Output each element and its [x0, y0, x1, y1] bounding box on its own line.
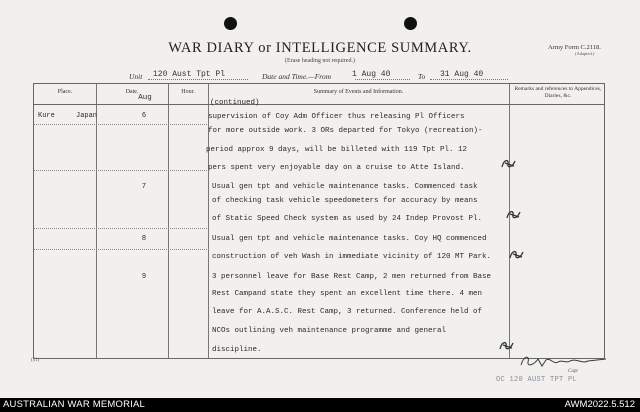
- place-country: Japan: [76, 112, 98, 120]
- column-divider: [168, 84, 169, 358]
- column-header-hour: Hour.: [181, 89, 195, 95]
- header-divider: [34, 104, 604, 105]
- summary-line: pers spent very enjoyable day on a cruise to Atte Island.: [208, 164, 465, 172]
- initials-mark: [508, 248, 526, 262]
- unit-stamp: OC 120 AUST TPT PL: [496, 376, 578, 384]
- summary-line: 3 personnel leave for Base Rest Camp, 2 men returned from Base: [212, 273, 492, 281]
- unit-value: 120 Aust Tpt Pl: [153, 70, 226, 79]
- signature: [518, 353, 610, 371]
- summary-line: supervision of Coy Adm Officer thus releasing Pl Officers: [208, 113, 465, 121]
- accession-number: AWM2022.5.512: [564, 399, 635, 410]
- summary-line: for more outside work. 3 ORs departed for Tokyo (recreation)-: [208, 127, 483, 135]
- summary-line: discipline.: [212, 346, 262, 354]
- date-entry: 8: [141, 235, 147, 243]
- page-subtitle: (Erase heading not required.): [285, 58, 355, 64]
- page-title: WAR DIARY or INTELLIGENCE SUMMARY.: [168, 40, 472, 56]
- summary-line: construction of veh Wash in immediate vicinity of 120 MT Park.: [212, 253, 492, 261]
- summary-line: leave for A.A.S.C. Rest Camp, 3 returned. Conference held of: [212, 308, 483, 316]
- place-city: Kure: [38, 112, 55, 120]
- initials-mark: [500, 157, 518, 171]
- column-header-place: Place.: [57, 89, 73, 95]
- from-dotted-line: [355, 79, 410, 80]
- signature-caption: Capt: [568, 369, 578, 374]
- initials-mark: [498, 339, 516, 353]
- column-header-summary: Summary of Events and Information.: [313, 89, 404, 95]
- summary-line: of Static Speed Check system as used by 24 Indep Provost Pl.: [212, 215, 483, 223]
- row-divider: [34, 228, 209, 229]
- summary-line: (continued): [210, 99, 260, 107]
- unit-label: Unit: [129, 72, 143, 81]
- column-header-remarks: Remarks and references to Appendices, Diaries, &c.: [514, 86, 602, 99]
- summary-line: period approx 9 days, will be billeted with 119 Tpt Pl. 12: [206, 146, 468, 154]
- date-entry: 7: [141, 183, 147, 191]
- unit-dotted-line: [148, 79, 248, 80]
- summary-line: NCOs outlining veh maintenance programme and general: [212, 327, 447, 335]
- summary-line: of checking task vehicle speedometers for accuracy by means: [212, 197, 478, 205]
- to-value: 31 Aug 40: [440, 70, 484, 79]
- to-label: To: [418, 72, 426, 81]
- column-divider: [96, 84, 97, 358]
- punch-hole-left: [224, 17, 237, 30]
- summary-line: Rest Campand state they spent an excellent time there. 4 men: [212, 290, 483, 298]
- column-divider: [208, 84, 209, 358]
- punch-hole-right: [404, 17, 417, 30]
- summary-line: Usual gen tpt and vehicle maintenance tasks. Coy HQ commenced: [212, 235, 487, 243]
- summary-line: Usual gen tpt and vehicle maintenance tasks. Commenced task: [212, 183, 478, 191]
- date-time-label: Date and Time.—From: [262, 72, 332, 81]
- form-note: (Adapted.): [575, 51, 595, 56]
- date-entry: 9: [141, 273, 147, 281]
- to-dotted-line: [430, 79, 508, 80]
- date-month: Aug: [138, 94, 152, 102]
- caption-bar: [0, 398, 640, 412]
- institution-name: AUSTRALIAN WAR MEMORIAL: [3, 399, 146, 410]
- column-header-date: Date.: [125, 89, 139, 95]
- row-divider: [34, 249, 209, 250]
- from-value: 1 Aug 40: [352, 70, 391, 79]
- row-divider: [34, 170, 209, 171]
- initials-mark: [505, 208, 523, 222]
- date-entry: 6: [141, 112, 147, 120]
- row-divider: [34, 124, 209, 125]
- form-mark: (51): [31, 358, 40, 363]
- form-number: Army Form C.2118.: [548, 44, 601, 51]
